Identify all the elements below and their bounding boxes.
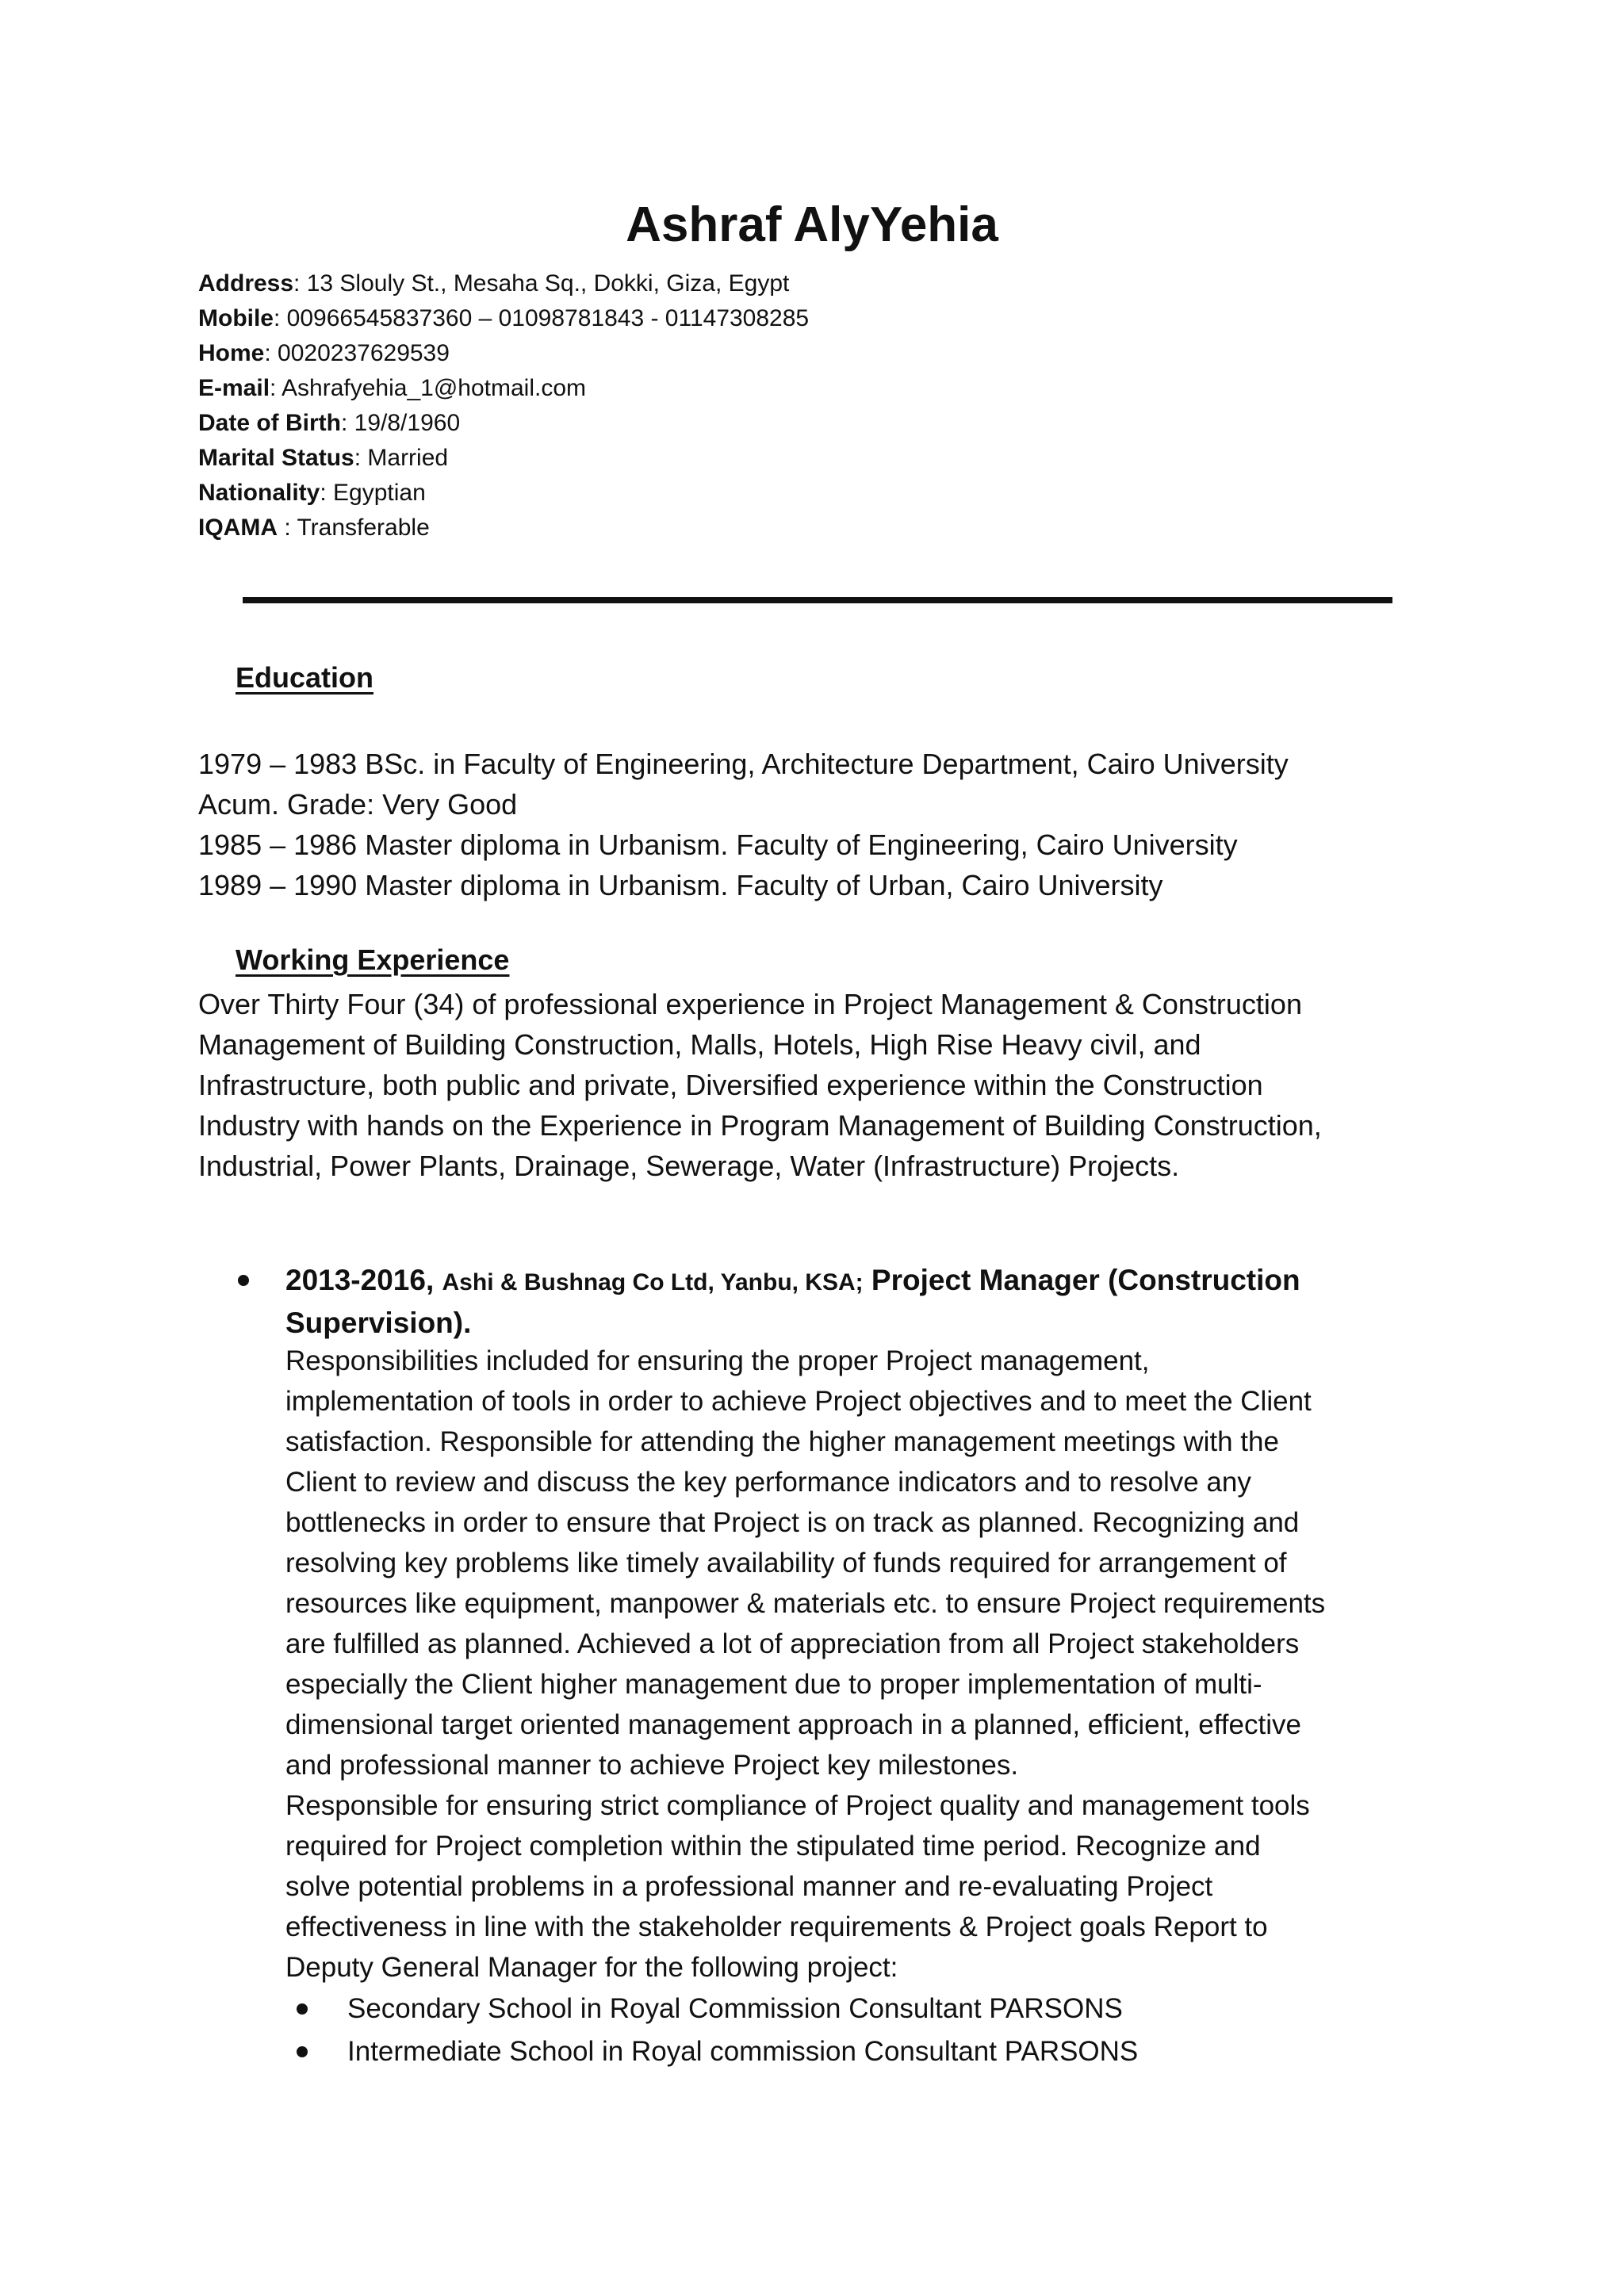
contact-separator: : [354,445,368,471]
contact-value: Ashrafyehia_1@hotmail.com [282,375,587,401]
project-item [285,1988,1396,2030]
contact-separator: : [274,305,287,331]
contact-marital-status [198,441,1467,476]
contact-label: Nationality [198,480,320,506]
project-label: Intermediate School in Royal commission Consultant PARSONS [347,2036,1139,2067]
contact-nationality [198,476,1467,511]
job-description-line: Client to review and discuss the key performance indicators and to resolve any [285,1467,1251,1498]
contact-value: 19/8/1960 [354,410,461,436]
contact-separator: : [341,410,354,436]
contact-label: Home [198,340,265,366]
job-description-line: solve potential problems in a professional manner and re-evaluating Project [285,1871,1213,1902]
contact-separator: : [264,340,278,366]
contact-label: Address [198,270,294,297]
contact-value: 13 Slouly St., Mesaha Sq., Dokki, Giza, Egypt [306,270,790,297]
job-description-line: effectiveness in line with the stakeholder requirements & Project goals Report to [285,1911,1268,1942]
summary-line: Infrastructure, both public and private, Diversified experience within the Construction [198,1069,1263,1101]
contact-iqama [198,511,1467,545]
header-divider [243,597,1392,603]
contact-value: 0020237629539 [278,340,450,366]
education-line: 1985 – 1986 Master diploma in Urbanism. Faculty of Engineering, Cairo University [198,828,1238,861]
project-label: Secondary School in Royal Commission Consultant PARSONS [347,1993,1123,2024]
contact-label: E-mail [198,375,270,401]
job-description-line: required for Project completion within the stipulated time period. Recognize and [285,1831,1261,1862]
job-description-line: resolving key problems like timely availability of funds required for arrangement of [285,1548,1287,1578]
bullet-icon [297,2003,308,2015]
job-company: Ashi & Bushnag Co Ltd, Yanbu, KSA; [442,1269,864,1295]
contact-label: Mobile [198,305,274,331]
education-line: 1989 – 1990 Master diploma in Urbanism. Faculty of Urban, Cairo University [198,869,1163,901]
job-description-line: Responsibilities included for ensuring the proper Project management, [285,1345,1150,1376]
contact-mobile [198,301,1467,336]
summary-line: Industrial, Power Plants, Drainage, Sewerage, Water (Infrastructure) Projects. [198,1150,1180,1182]
job-role: Project Manager (Construction [871,1264,1300,1296]
contact-label: Marital Status [198,445,354,471]
education-line: Acum. Grade: Very Good [198,788,518,821]
contact-details [198,266,1467,545]
job-description-line: resources like equipment, manpower & materials etc. to ensure Project requirements [285,1588,1326,1619]
contact-value: Egyptian [333,480,426,506]
job-description-line: implementation of tools in order to achieve Project objectives and to meet the Client [285,1386,1312,1417]
education-heading: Education [236,661,374,694]
job-period: 2013-2016, [285,1264,435,1296]
bullet-icon [297,2046,308,2057]
job-description-line: and professional manner to achieve Project key milestones. [285,1750,1019,1781]
contact-separator: : [320,480,334,506]
education-list [198,744,1546,905]
job-description-line: are fulfilled as planned. Achieved a lot of appreciation from all Project stakeholders [285,1628,1300,1659]
summary-line: Over Thirty Four (34) of professional experience in Project Management & Construction [198,988,1302,1020]
contact-separator: : [270,375,282,401]
job-description-line: dimensional target oriented management approach in a planned, efficient, effective [285,1709,1301,1740]
job-description-line: satisfaction. Responsible for attending the higher management meetings with the [285,1426,1279,1457]
contact-value: Married [367,445,449,471]
job-role-continued: Supervision). [285,1307,472,1339]
experience-summary [198,984,1451,1186]
contact-home [198,336,1467,371]
contact-label: Date of Birth [198,410,341,436]
job-description [285,1341,1475,1988]
contact-address [198,266,1467,301]
contact-separator: : [278,515,297,541]
contact-separator: : [293,270,307,297]
job-title [285,1260,1475,1343]
contact-value: 00966545837360 – 01098781843 - 01147308285 [286,305,810,331]
job-description-line: Responsible for ensuring strict compliance of Project quality and management tools [285,1790,1310,1821]
contact-value: Transferable [297,515,430,541]
project-list [285,1988,1396,2073]
job-description-line: especially the Client higher management due to proper implementation of multi- [285,1669,1262,1700]
summary-line: Management of Building Construction, Malls, Hotels, High Rise Heavy civil, and [198,1028,1201,1061]
candidate-name: Ashraf AlyYehia [626,197,998,252]
job-description-line: bottlenecks in order to ensure that Project is on track as planned. Recognizing and [285,1507,1300,1538]
experience-heading: Working Experience [236,943,510,976]
project-item [285,2030,1396,2073]
education-line: 1979 – 1983 BSc. in Faculty of Engineering, Architecture Department, Cairo University [198,748,1289,780]
job-description-line: Deputy General Manager for the following project: [285,1952,898,1983]
bullet-icon [238,1275,249,1286]
contact-date-of-birth [198,406,1467,441]
summary-line: Industry with hands on the Experience in Program Management of Building Construction, [198,1109,1322,1142]
contact-email [198,371,1467,406]
contact-label: IQAMA [198,515,278,541]
